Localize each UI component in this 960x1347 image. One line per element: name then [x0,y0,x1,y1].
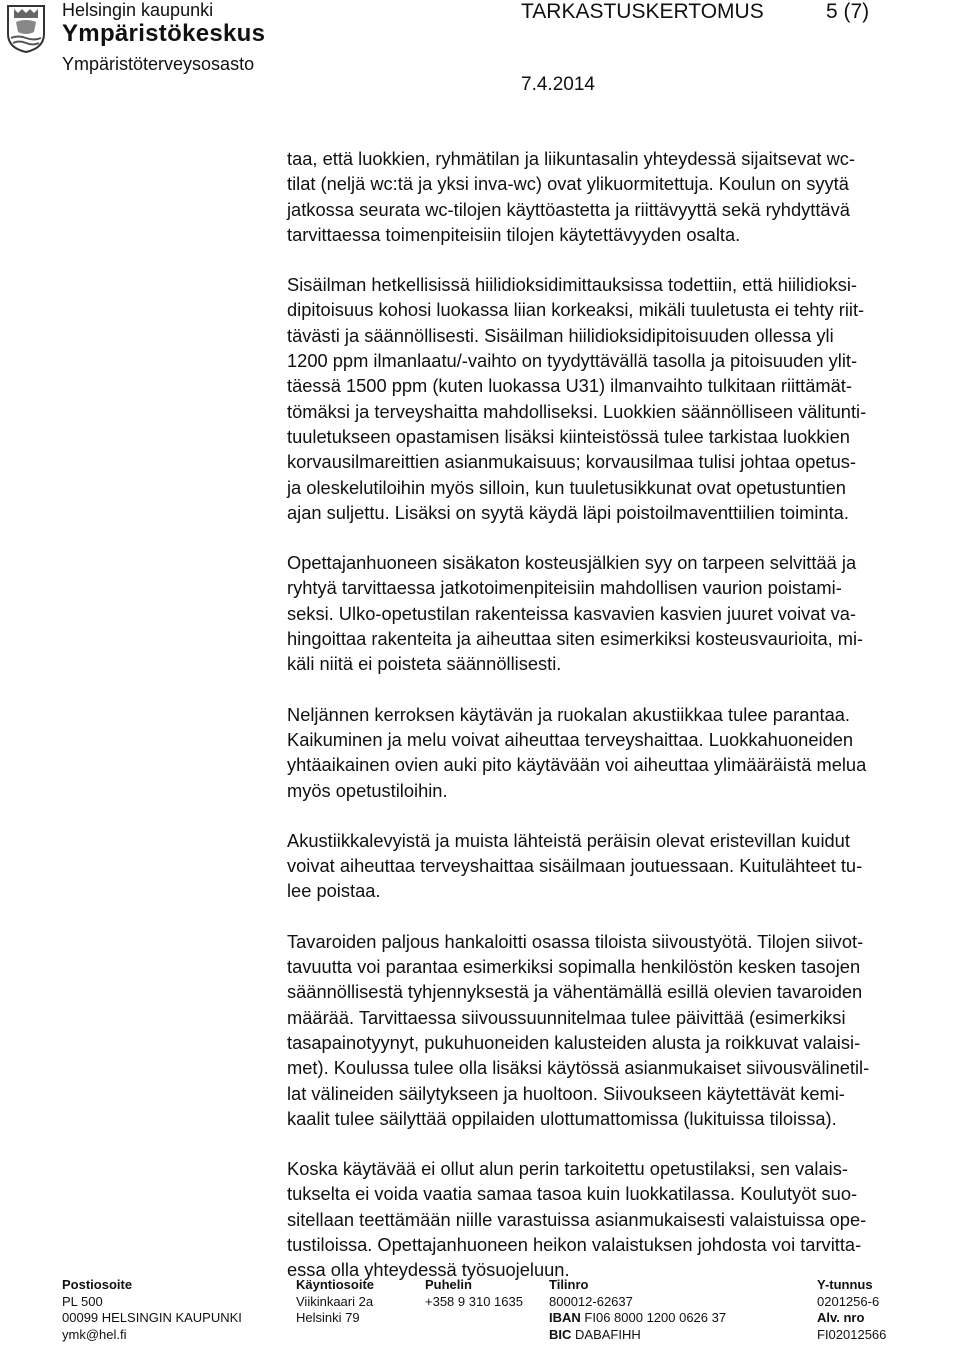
paragraph-line: hingoittaa rakenteita ja aiheuttaa siten esimerkiksi kosteusvaurioita, mi- [287,628,864,650]
vat-label: Alv. nro [817,1310,865,1325]
footer-label: Tilinro [549,1277,589,1292]
paragraph-line: essa olla yhteydessä työsuojeluun. [287,1259,570,1281]
paragraph-line: ajan suljettu. Lisäksi on syytä käydä läpi poistoilmaventtiilien toiminta. [287,501,849,523]
organization-block [62,0,265,76]
page-header [0,0,960,100]
footer-value: 0201256-6 [817,1293,880,1309]
paragraph-line: korvausilmareittien asianmukaisuus; korvausilmaa tulisi johtaa opetus- [287,451,857,473]
paragraph-line: Akustiikkalevyistä ja muista lähteistä peräisin olevat eristevillan kuidut [287,829,850,851]
paragraph-line: sitellaan teettämään niille varastuissa asianmukaisesti valaistuissa ope- [287,1208,867,1230]
paragraph-line: lee poistaa. [287,880,381,902]
paragraph-line: tävästi ja säännöllisesti. Sisäilman hiilidioksidipitoisuuden ollessa yli [287,324,834,346]
footer-label: Puhelin [425,1277,472,1292]
bic-label: BIC [549,1326,572,1342]
body-paragraph [287,1156,947,1282]
paragraph-line: dipitoisuus kohosi luokassa liian korkeaksi, mikäli tuuletusta ei tehty riit- [287,299,865,321]
footer-phone [425,1277,523,1310]
footer-value: PL 500 [62,1293,103,1309]
paragraph-line: Kaikuminen ja melu voivat aiheuttaa terveyshaittaa. Luokkahuoneiden [287,728,854,750]
paragraph-line: säännöllisestä tyhjennyksestä ja vähentämällä esillä olevien tavaroiden [287,981,863,1003]
paragraph-line: tasapainotyynyt, pukuhuoneiden kalusteiden alusta ja roikkuvat valaisi- [287,1031,861,1053]
footer-postal-address [62,1277,242,1343]
footer-value: 00099 HELSINGIN KAUPUNKI [62,1310,242,1325]
paragraph-line: 1200 ppm ilmanlaatu/-vaihto on tyydyttävällä tasolla ja pitoisuuden ylit- [287,350,858,372]
body-paragraph [287,702,947,803]
body-paragraph [287,828,947,904]
document-date: 7.4.2014 [521,74,595,95]
footer-value: +358 9 310 1635 [425,1293,523,1309]
document-title: TARKASTUSKERTOMUS [521,0,764,23]
paragraph-line: seksi. Ulko-opetustilan rakenteissa kasvavien kasvien juuret voivat va- [287,602,857,624]
org-department: Ympäristöterveysosasto [62,54,255,74]
bic-value: DABAFIHH [575,1326,641,1342]
paragraph-line: kaalit tulee säilyttää oppilaiden ulottumattomissa (lukituissa tiloissa). [287,1107,837,1129]
footer-email[interactable]: ymk@hel.fi [62,1326,127,1342]
iban-value: FI06 8000 1200 0626 37 [584,1310,727,1325]
helsinki-coat-of-arms-icon [6,4,46,54]
footer-value: Helsinki 79 [296,1310,360,1325]
paragraph-line: ja oleskelutiloihin myös silloin, kun tuuletusikkunat ovat opetustuntien [287,476,846,498]
paragraph-line: lat välineiden säilytykseen ja huoltoon. Siivoukseen käytettävät kemi- [287,1082,845,1104]
report-body [287,146,947,1308]
paragraph-line: tukselta ei voida vaatia samaa tasoa kuin luokkatilassa. Koulutyöt suo- [287,1183,858,1205]
footer-value: 800012-62637 [549,1293,633,1309]
paragraph-line: tuuletukseen opastamisen lisäksi kiinteistössä tulee tarkistaa luokkien [287,425,850,447]
iban-label: IBAN [549,1310,581,1325]
org-city: Helsingin kaupunki [62,0,214,20]
paragraph-line: Tavaroiden paljous hankaloitti osassa tiloista siivoustyötä. Tilojen siivot- [287,930,864,952]
paragraph-line: jatkossa seurata wc-tilojen käyttöastetta ja riittävyyttä sekä ryhdyttävä [287,198,850,220]
org-center: Ympäristökeskus [62,20,266,47]
paragraph-line: tömäksi ja terveyshaitta mahdolliseksi. Luokkien säännölliseen välitunti- [287,400,867,422]
footer-value: Viikinkaari 2a [296,1293,374,1309]
paragraph-line: tarvittaessa toimenpiteisiin tilojen käytettävyyden osalta. [287,223,741,245]
body-paragraph [287,929,947,1131]
footer-business-id [817,1277,886,1343]
footer-iban [549,1310,726,1327]
footer-account [549,1277,726,1343]
paragraph-line: voivat aiheuttaa terveyshaittaa sisäilmaan joutuessaan. Kuitulähteet tu- [287,855,863,877]
footer-bic [549,1327,726,1344]
body-paragraph [287,272,947,525]
paragraph-line: Opettajanhuoneen sisäkaton kosteusjälkien syy on tarpeen selvittää ja [287,552,857,574]
vat-value: FI02012566 [817,1326,887,1342]
paragraph-line: taa, että luokkien, ryhmätilan ja liikuntasalin yhteydessä sijaitsevat wc- [287,148,856,169]
paragraph-line: tilat (neljä wc:tä ja yksi inva-wc) ovat ylikuormitettuja. Koulun on syytä [287,173,849,195]
paragraph-line: käli niitä ei poisteta säännöllisesti. [287,653,562,675]
body-paragraph [287,146,947,247]
paragraph-line: myös opetustiloihin. [287,779,448,801]
paragraph-line: tavuutta voi parantaa esimerkiksi sopimalla henkilöstön kesken tasojen [287,956,861,978]
page-number: 5 (7) [826,0,870,23]
paragraph-line: tustiloissa. Opettajanhuoneen heikon valaistuksen johdosta voi tarvitta- [287,1233,862,1255]
footer-label: Postiosoite [62,1277,133,1292]
footer-label: Käyntiosoite [296,1277,375,1292]
paragraph-line: yhtäaikainen ovien auki pito käytävään voi aiheuttaa ylimääräistä melua [287,754,867,776]
paragraph-line: Koska käytävää ei ollut alun perin tarkoitettu opetustilaksi, sen valais- [287,1158,848,1180]
footer-label: Y-tunnus [817,1277,873,1292]
paragraph-line: Sisäilman hetkellisissä hiilidioksidimittauksissa todettiin, että hiilidioksi- [287,274,857,296]
paragraph-line: met). Koulussa tulee olla lisäksi käytössä asianmukaiset siivousvälinetil- [287,1057,870,1079]
paragraph-line: määrää. Tarvittaessa siivoussuunnitelmaa tulee päivittää (esimerkiksi [287,1006,846,1028]
footer-visiting-address [296,1277,374,1327]
body-paragraph [287,550,947,676]
paragraph-line: täessä 1500 ppm (kuten luokassa U31) ilmanvaihto tulkitaan riittämät- [287,375,852,397]
paragraph-line: Neljännen kerroksen käytävän ja ruokalan akustiikkaa tulee parantaa. [287,703,850,725]
paragraph-line: ryhtyä tarvittaessa jatkotoimenpiteisiin mahdollisen vaurion poistami- [287,577,842,599]
